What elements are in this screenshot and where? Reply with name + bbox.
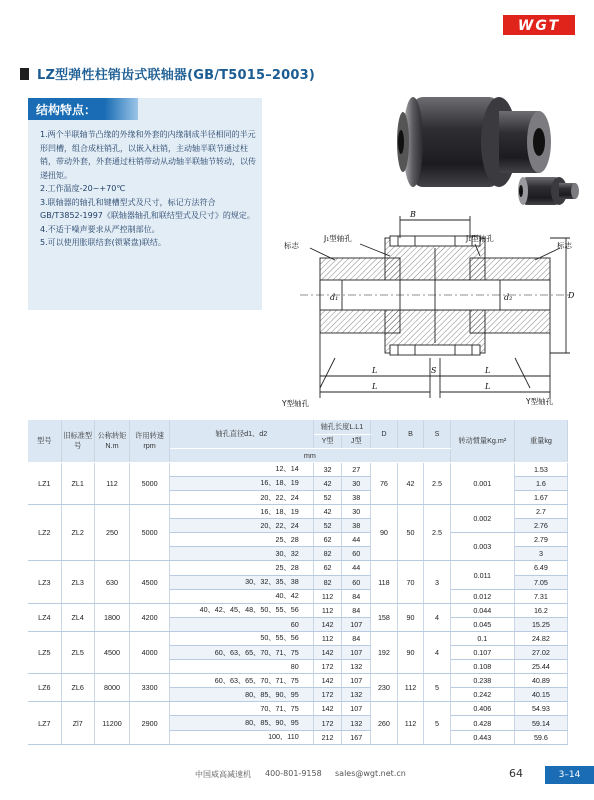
- cell-j-length: 84: [342, 631, 371, 645]
- page-title: LZ型弹性柱销齿式联轴器(GB/T5015–2003): [37, 68, 316, 83]
- cell-torque: 8000: [94, 674, 129, 702]
- cell-weight: 16.2: [514, 603, 567, 617]
- cell-y-length: 32: [313, 462, 342, 476]
- cell-j-length: 132: [342, 688, 371, 702]
- feature-item: 2.工作温度-20~+70℃: [40, 184, 126, 193]
- cell-j-length: 107: [342, 646, 371, 660]
- cell-weight: 6.49: [514, 561, 567, 575]
- cell-j-length: 84: [342, 603, 371, 617]
- cell-weight: 59.6: [514, 730, 567, 744]
- cell-y-length: 112: [313, 589, 342, 603]
- cell-torque: 250: [94, 505, 129, 561]
- cell-weight: 15.25: [514, 617, 567, 631]
- cell-y-length: 142: [313, 674, 342, 688]
- j1-bore-label-left: J₁型轴孔: [324, 234, 352, 243]
- cell-speed: 4200: [130, 603, 170, 631]
- cell-d: 230: [371, 674, 398, 702]
- table-row: [28, 702, 568, 716]
- j1-bore-label-right: J₁型轴孔: [466, 234, 494, 243]
- cell-speed: 5000: [130, 462, 170, 504]
- footer-company: 中国威高减速机: [195, 770, 251, 779]
- cell-weight: 3: [514, 547, 567, 561]
- cell-inertia: 0.044: [450, 603, 514, 617]
- coupling-product-photo: [395, 85, 585, 215]
- cell-speed: 5000: [130, 505, 170, 561]
- cell-inertia: 0.242: [450, 688, 514, 702]
- cell-speed: 4500: [130, 561, 170, 603]
- cell-bore: 40、42: [169, 589, 313, 603]
- cell-inertia: 0.108: [450, 660, 514, 674]
- cell-b: 112: [397, 674, 424, 702]
- feature-item: 3.联轴器的轴孔和键槽型式及尺寸，标记方法符合GB/T3852-1997《联轴器轴孔和联结型式及尺寸》的规定。: [40, 197, 255, 220]
- cell-b: 112: [397, 702, 424, 744]
- dim-l-label: L: [372, 366, 378, 375]
- cell-model: LZ2: [28, 505, 61, 561]
- footer-phone: 400-801-9158: [265, 769, 322, 778]
- table-row: [28, 674, 568, 688]
- table-row: [28, 462, 568, 476]
- cell-weight: 2.76: [514, 519, 567, 533]
- cell-weight: 24.82: [514, 631, 567, 645]
- cell-inertia: 0.443: [450, 730, 514, 744]
- table-row: [28, 631, 568, 645]
- cell-inertia: 0.428: [450, 716, 514, 730]
- header-torque: 公称转矩N.m: [94, 420, 129, 462]
- cell-d: 158: [371, 603, 398, 631]
- cell-inertia: 0.406: [450, 702, 514, 716]
- cell-b: 70: [397, 561, 424, 603]
- cell-j-length: 27: [342, 462, 371, 476]
- cell-weight: 40.15: [514, 688, 567, 702]
- cell-j-length: 60: [342, 575, 371, 589]
- cell-s: 5: [424, 702, 451, 744]
- cell-torque: 1800: [94, 603, 129, 631]
- cell-old-model: ZL6: [61, 674, 94, 702]
- cell-j-length: 107: [342, 617, 371, 631]
- cell-b: 90: [397, 603, 424, 631]
- header-speed: 许用转速rpm: [130, 420, 170, 462]
- cell-y-length: 142: [313, 702, 342, 716]
- cell-y-length: 112: [313, 631, 342, 645]
- header-model: 型号: [28, 420, 61, 462]
- cell-y-length: 52: [313, 490, 342, 504]
- specification-table-body: [28, 462, 568, 744]
- cell-weight: 59.14: [514, 716, 567, 730]
- cell-y-length: 62: [313, 561, 342, 575]
- cell-bore: 80: [169, 660, 313, 674]
- table-row: [28, 561, 568, 575]
- page-title-row: [20, 64, 315, 83]
- cell-j-length: 44: [342, 533, 371, 547]
- cell-bore: 20、22、24: [169, 490, 313, 504]
- dim-b-label: B: [410, 210, 416, 219]
- cell-j-length: 107: [342, 674, 371, 688]
- cell-model: LZ4: [28, 603, 61, 631]
- dim-d1-label: d₁: [330, 293, 339, 302]
- cell-weight: 1.67: [514, 490, 567, 504]
- cell-y-length: 142: [313, 617, 342, 631]
- cell-bore: 20、22、24: [169, 519, 313, 533]
- cell-weight: 1.6: [514, 476, 567, 490]
- cell-old-model: ZL3: [61, 561, 94, 603]
- cell-weight: 1.53: [514, 462, 567, 476]
- cell-inertia: 0.002: [450, 505, 514, 533]
- feature-item: 5.可以使用胀联结套(锁紧盘)联结。: [40, 238, 166, 247]
- dim-l3-label: L: [485, 382, 491, 391]
- title-square-icon: [20, 68, 29, 80]
- cell-s: 4: [424, 631, 451, 673]
- cell-bore: 60、63、65、70、71、75: [169, 646, 313, 660]
- cell-bore: 50、55、56: [169, 631, 313, 645]
- header-b: B: [397, 420, 424, 448]
- mark-label-left: 标志: [284, 241, 299, 250]
- cell-torque: 112: [94, 462, 129, 504]
- cell-weight: 40.89: [514, 674, 567, 688]
- cell-j-length: 30: [342, 476, 371, 490]
- cell-inertia: 0.238: [450, 674, 514, 688]
- cell-inertia: 0.045: [450, 617, 514, 631]
- cell-old-model: ZL2: [61, 505, 94, 561]
- header-s: S: [424, 420, 451, 448]
- cell-y-length: 172: [313, 688, 342, 702]
- cell-y-length: 172: [313, 660, 342, 674]
- cell-b: 42: [397, 462, 424, 504]
- cell-d: 90: [371, 505, 398, 561]
- cell-weight: 7.05: [514, 575, 567, 589]
- cell-inertia: 0.012: [450, 589, 514, 603]
- cell-bore: 25、28: [169, 561, 313, 575]
- cell-torque: 4500: [94, 631, 129, 673]
- cell-old-model: Zl7: [61, 702, 94, 744]
- cell-speed: 4000: [130, 631, 170, 673]
- cell-d: 192: [371, 631, 398, 673]
- coupling-section-drawing: [280, 208, 580, 408]
- header-j-type: J型: [342, 434, 371, 448]
- cell-inertia: 0.107: [450, 646, 514, 660]
- header-weight: 重量kg: [514, 420, 567, 462]
- cell-bore: 30、32: [169, 547, 313, 561]
- cell-y-length: 62: [313, 533, 342, 547]
- cell-bore: 25、28: [169, 533, 313, 547]
- cell-bore: 80、85、90、95: [169, 716, 313, 730]
- header-y-type: Y型: [313, 434, 342, 448]
- cell-bore: 80、85、90、95: [169, 688, 313, 702]
- dim-l1-label: L: [485, 366, 491, 375]
- cell-model: LZ6: [28, 674, 61, 702]
- cell-b: 50: [397, 505, 424, 561]
- cell-model: LZ7: [28, 702, 61, 744]
- cell-bore: 40、42、45、48、50、55、56: [169, 603, 313, 617]
- cell-bore: 12、14: [169, 462, 313, 476]
- cell-speed: 3300: [130, 674, 170, 702]
- cell-model: LZ1: [28, 462, 61, 504]
- feature-item: 4.不适于噪声要求从严控制部位。: [40, 224, 160, 234]
- footer-email: sales@wgt.net.cn: [335, 769, 406, 778]
- cell-y-length: 42: [313, 476, 342, 490]
- cell-bore: 60、63、65、70、71、75: [169, 674, 313, 688]
- cell-torque: 630: [94, 561, 129, 603]
- cell-inertia: 0.001: [450, 462, 514, 504]
- cell-speed: 2900: [130, 702, 170, 744]
- cell-s: 5: [424, 674, 451, 702]
- cell-bore: 60: [169, 617, 313, 631]
- cell-j-length: 44: [342, 561, 371, 575]
- cell-bore: 100、110: [169, 730, 313, 744]
- header-bore-length: 轴孔长度L.L1: [313, 420, 370, 434]
- cell-d: 76: [371, 462, 398, 504]
- feature-heading: 结构特点：: [36, 103, 97, 117]
- table-row: [28, 505, 568, 519]
- cell-j-length: 132: [342, 660, 371, 674]
- cell-d: 118: [371, 561, 398, 603]
- header-old-model: 旧标准型号: [61, 420, 94, 462]
- cell-b: 90: [397, 631, 424, 673]
- cell-s: 4: [424, 603, 451, 631]
- cell-old-model: ZL1: [61, 462, 94, 504]
- cell-y-length: 112: [313, 603, 342, 617]
- cell-y-length: 42: [313, 505, 342, 519]
- cell-y-length: 52: [313, 519, 342, 533]
- cell-weight: 2.7: [514, 505, 567, 519]
- cell-inertia: 0.003: [450, 533, 514, 561]
- cell-model: LZ3: [28, 561, 61, 603]
- cell-old-model: ZL4: [61, 603, 94, 631]
- cell-y-length: 212: [313, 730, 342, 744]
- cell-j-length: 84: [342, 589, 371, 603]
- table-row: [28, 603, 568, 617]
- cell-y-length: 82: [313, 547, 342, 561]
- cell-j-length: 38: [342, 490, 371, 504]
- cell-model: LZ5: [28, 631, 61, 673]
- footer-section-tab: 3–14: [545, 766, 594, 784]
- cell-j-length: 107: [342, 702, 371, 716]
- cell-s: 2.5: [424, 462, 451, 504]
- cell-weight: 25.44: [514, 660, 567, 674]
- cell-s: 3: [424, 561, 451, 603]
- wgt-logo: [503, 15, 575, 35]
- cell-j-length: 30: [342, 505, 371, 519]
- cell-weight: 7.31: [514, 589, 567, 603]
- page-footer: [0, 766, 594, 786]
- cell-d: 260: [371, 702, 398, 744]
- cell-y-length: 82: [313, 575, 342, 589]
- dim-d-label: D: [568, 291, 575, 300]
- dim-s-label: S: [431, 366, 437, 375]
- feature-item: 1.两个半联轴节凸缘的外缘和外套的内缘制成半径相同的半元形凹槽，组合成柱销孔，以嵌入柱销，主动轴半联节通过柱销，带动外套，外套通过柱销带动从动轴半联轴节转动，以传递扭矩。: [40, 130, 256, 180]
- y-bore-label-left: Y型轴孔: [282, 399, 310, 408]
- feature-list: [40, 128, 258, 250]
- dim-d2-label: d₂: [504, 293, 513, 302]
- cell-j-length: 132: [342, 716, 371, 730]
- cell-bore: 30、32、35、38: [169, 575, 313, 589]
- header-bore: 轴孔直径d1、d2: [169, 420, 313, 448]
- cell-inertia: 0.1: [450, 631, 514, 645]
- cell-old-model: ZL5: [61, 631, 94, 673]
- footer-page-number: 64: [509, 767, 523, 780]
- cell-bore: 16、18、19: [169, 476, 313, 490]
- header-d: D: [371, 420, 398, 448]
- cell-j-length: 38: [342, 519, 371, 533]
- logo-text: WGT: [517, 18, 561, 34]
- cell-torque: 11200: [94, 702, 129, 744]
- cell-y-length: 142: [313, 646, 342, 660]
- specification-table: [28, 420, 568, 745]
- cell-weight: 27.02: [514, 646, 567, 660]
- dim-l2-label: L: [372, 382, 378, 391]
- cell-j-length: 60: [342, 547, 371, 561]
- cell-bore: 70、71、75: [169, 702, 313, 716]
- cell-s: 2.5: [424, 505, 451, 561]
- cell-y-length: 172: [313, 716, 342, 730]
- cell-inertia: 0.011: [450, 561, 514, 589]
- feature-heading-bar: [28, 98, 138, 120]
- cell-weight: 2.79: [514, 533, 567, 547]
- mark-label-right: 标志: [557, 241, 572, 250]
- cell-bore: 16、18、19: [169, 505, 313, 519]
- y-bore-label-right: Y型轴孔: [526, 397, 554, 406]
- header-unit: mm: [169, 448, 450, 462]
- cell-j-length: 167: [342, 730, 371, 744]
- cell-weight: 54.93: [514, 702, 567, 716]
- header-inertia: 转动惯量Kg.m²: [450, 420, 514, 462]
